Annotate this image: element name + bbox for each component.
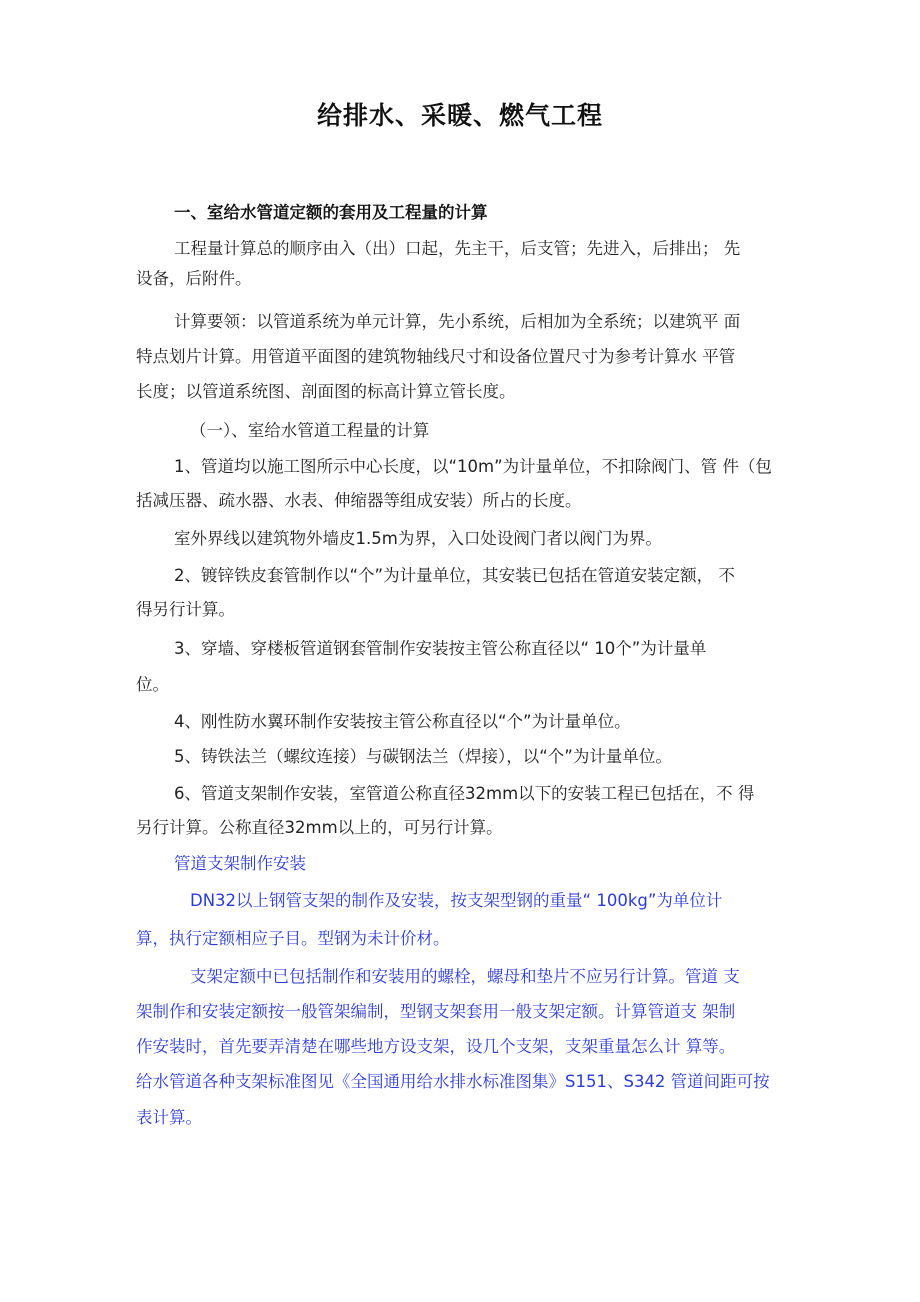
paragraph-line: 特点划片计算。用管道平面图的建筑物轴线尺寸和设备位置尺寸为参考计算水 平管: [136, 347, 736, 366]
subsection-heading: （一）、室给水管道工程量的计算: [190, 421, 430, 440]
blue-heading: 管道支架制作安装: [174, 854, 306, 873]
list-item-line: 3、穿墙、穿楼板管道钢套管制作安装按主管公称直径以“ 10个”为计量单: [174, 639, 707, 658]
blue-paragraph-line: 表计算。: [136, 1108, 202, 1127]
blue-paragraph-line: DN32以上钢管支架的制作及安装，按支架型钢的重量“ 100kg”为单位计: [190, 891, 723, 910]
blue-paragraph-line: 支架定额中已包括制作和安装用的螺栓，螺母和垫片不应另行计算。管道 支: [190, 967, 740, 986]
paragraph-line: 设备，后附件。: [136, 269, 252, 288]
list-item-line: 2、镀锌铁皮套管制作以“个”为计量单位，其安装已包括在管道安装定额， 不: [174, 566, 735, 585]
paragraph-line: 计算要领：以管道系统为单元计算，先小系统，后相加为全系统；以建筑平 面: [174, 312, 741, 331]
list-item-line: 1、管道均以施工图所示中心长度，以“10m”为计量单位，不扣除阀门、管 件（包: [174, 457, 772, 476]
blue-paragraph-line: 给水管道各种支架标准图见《全国通用给水排水标准图集》S151、S342 管道间距可按: [136, 1072, 770, 1091]
list-item-line: 5、铸铁法兰（螺纹连接）与碳钢法兰（焊接），以“个”为计量单位。: [174, 747, 672, 766]
list-item-line: 位。: [136, 675, 169, 694]
section-heading: 一、室给水管道定额的套用及工程量的计算: [174, 203, 488, 222]
list-item-line: 另行计算。公称直径32mm以上的，可另行计算。: [136, 818, 503, 837]
document-title: 给排水、采暖、燃气工程: [316, 101, 603, 130]
note-line: 室外界线以建筑物外墙皮1.5m为界，入口处设阀门者以阀门为界。: [174, 529, 662, 548]
blue-paragraph-line: 作安装时，首先要弄清楚在哪些地方设支架，设几个支架，支架重量怎么计 算等。: [136, 1037, 736, 1056]
blue-paragraph-line: 架制作和安装定额按一般管架编制，型钢支架套用一般支架定额。计算管道支 架制: [136, 1002, 736, 1021]
blue-paragraph-line: 算，执行定额相应子目。型钢为未计价材。: [136, 929, 450, 948]
list-item-line: 括减压器、疏水器、水表、伸缩器等组成安装）所占的长度。: [136, 491, 582, 510]
paragraph-line: 工程量计算总的顺序由入（出）口起，先主干，后支管；先进入，后排出； 先: [174, 239, 741, 258]
paragraph-line: 长度；以管道系统图、剖面图的标高计算立管长度。: [136, 382, 516, 401]
list-item-line: 6、管道支架制作安装，室管道公称直径32mm以下的安装工程已包括在，不 得: [174, 784, 755, 803]
list-item-line: 4、刚性防水翼环制作安装按主管公称直径以“个”为计量单位。: [174, 712, 631, 731]
list-item-line: 得另行计算。: [136, 600, 235, 619]
